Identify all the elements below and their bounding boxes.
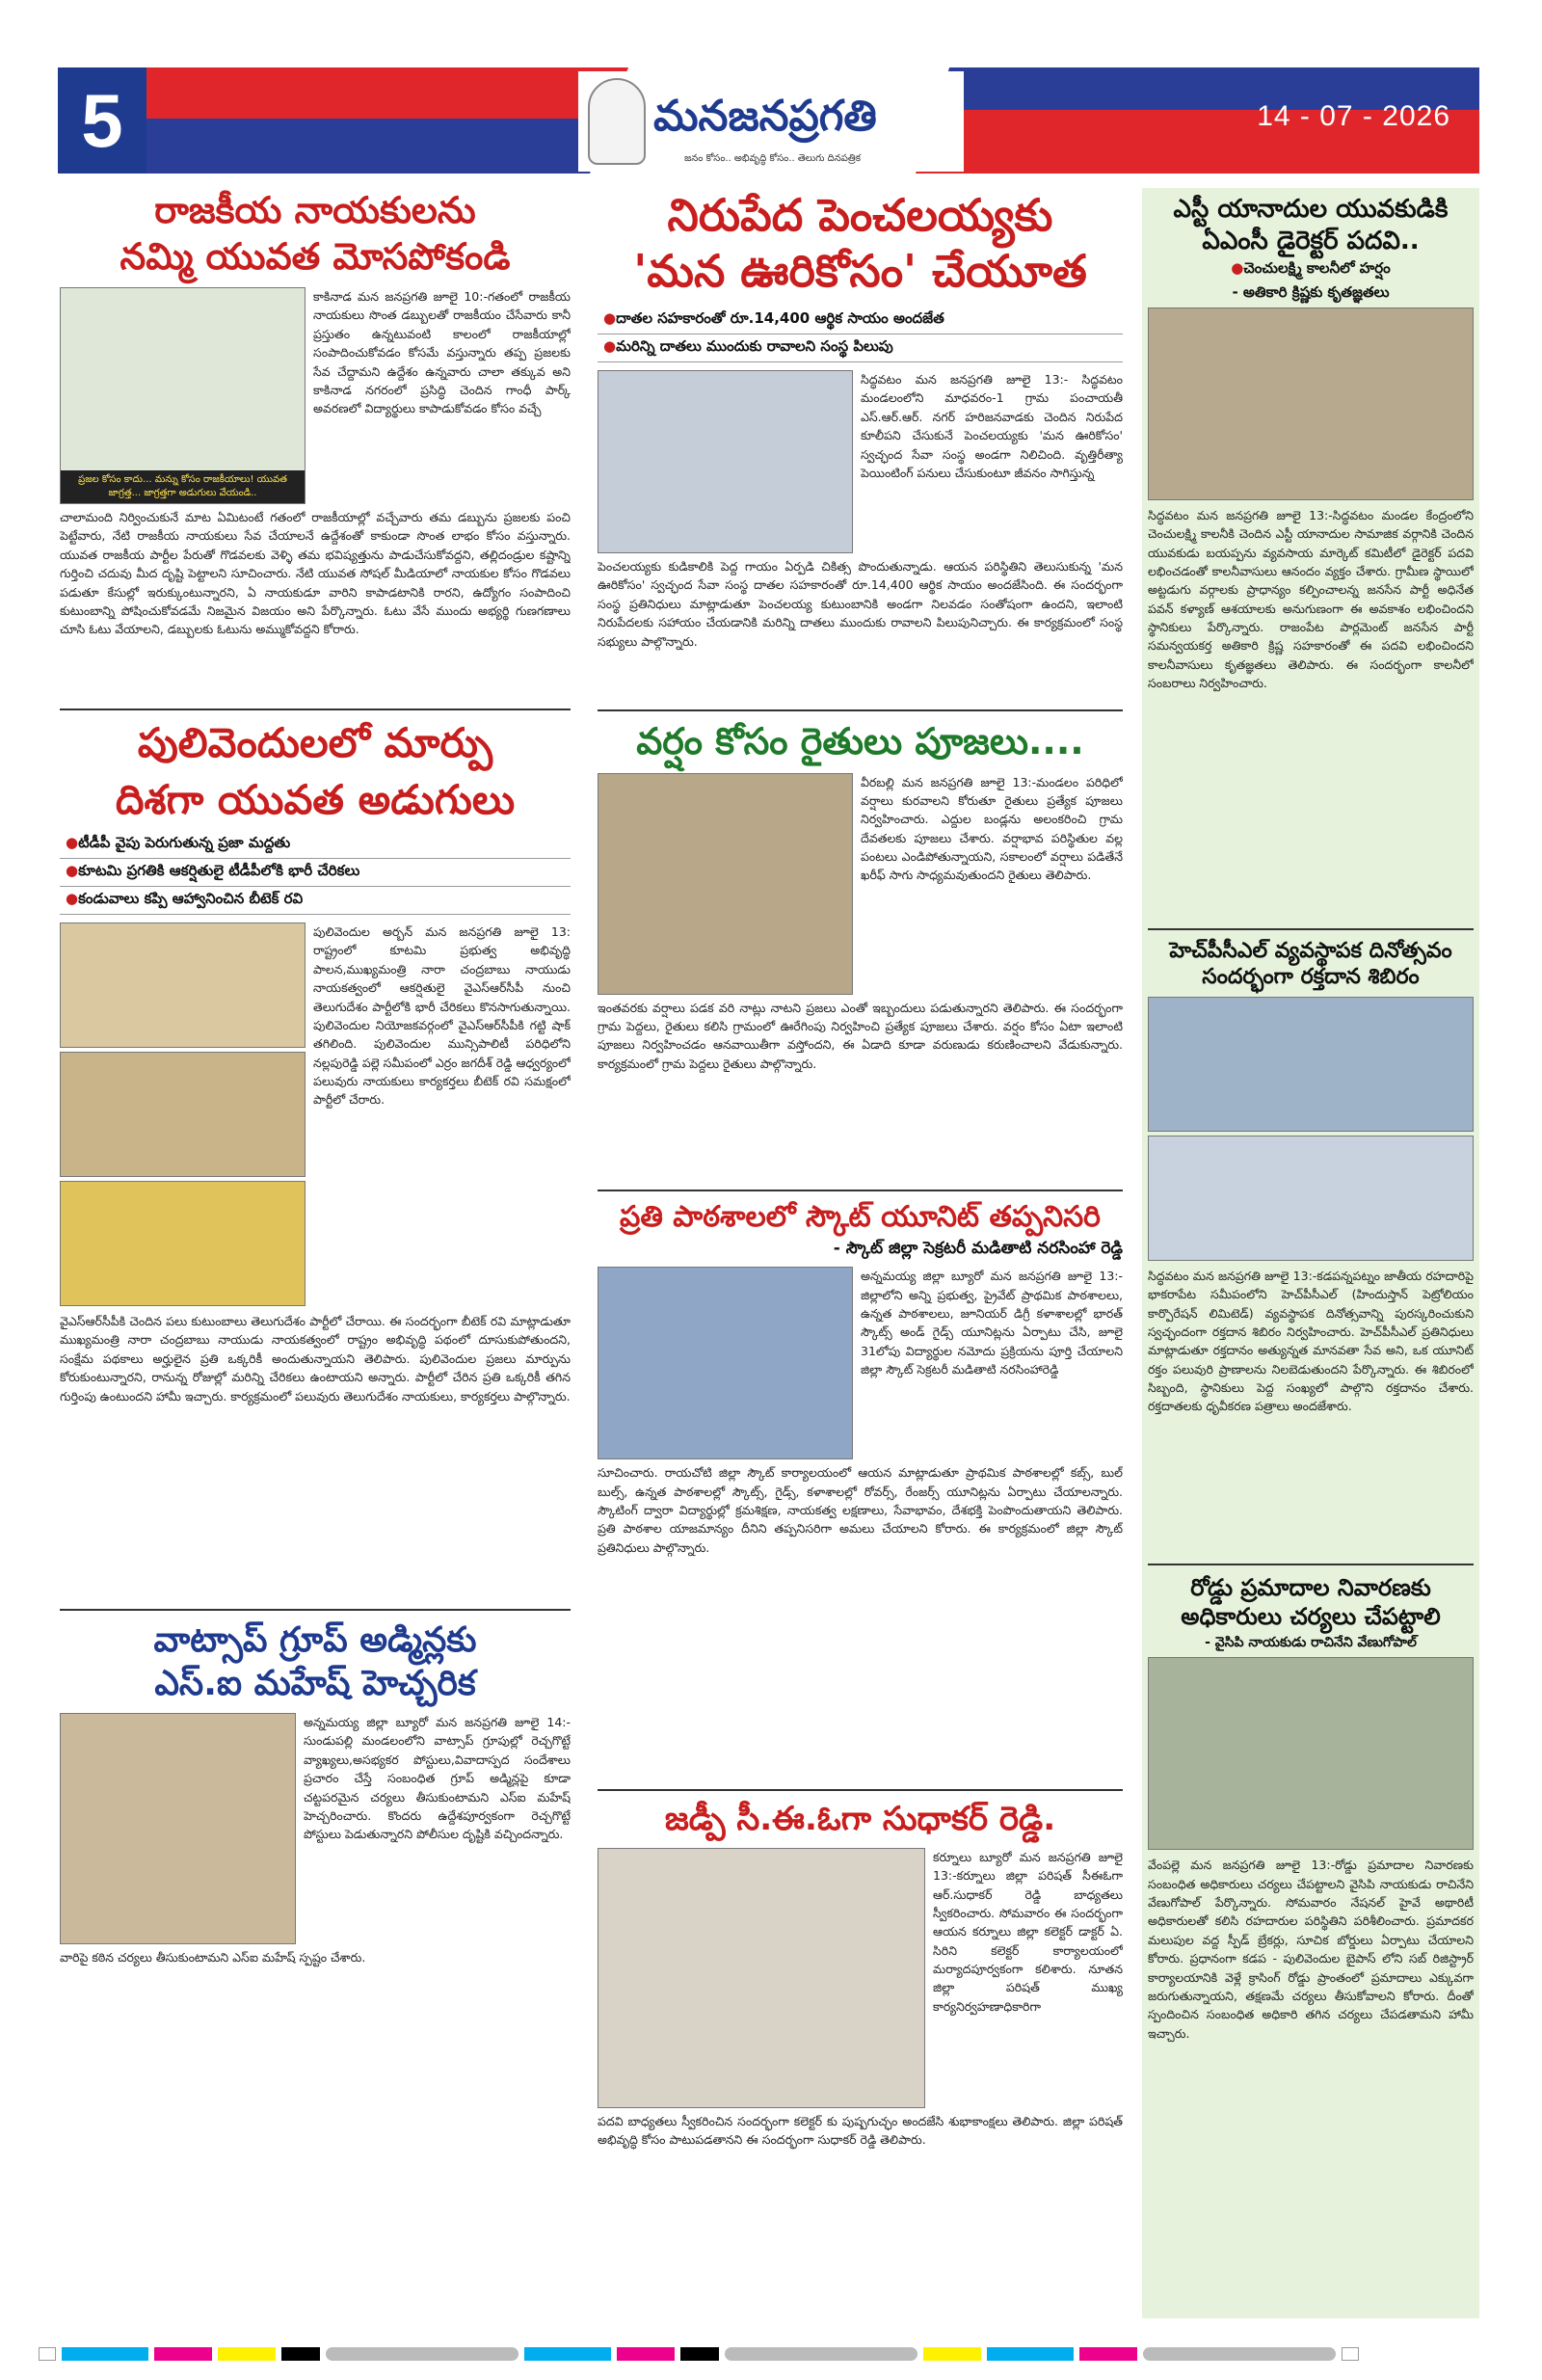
header-stripe-left	[146, 67, 628, 174]
article-body: చాలామంది నిర్వించుకునే మాట ఏమిటంటే గతంలో రాజకీయాల్లో వచ్చేవారు తమ డబ్బును ప్రజలకు పంచి పెట్టేవారు, నేటి రాజకీయ నాయకులు సేవ చేయాలనే ఉద్దేశంతో కాకుండా సొంత లాభం కోసం వస్తున్నారు. యువత రాజకీయ పార్టీల పేరుతో గొడవలకు వెళ్ళి తమ భవిష్యత్తును పాడుచేసుకోవద్దని, తల్లిదండ్రుల కష్టాన్ని గుర్తించి చదువు మీద దృష్టి పెట్టాలని సూచించారు. నేటి యువత సోషల్ మీడియాలో నాయకుల కోసం గొడవలు పడుతూ కేసుల్లో ఇరుక్కుంటున్నారని, ఏ నాయకుడూ వారిని కాపాడటానికి రారని, ఉద్యోగం సంపాదించి కుటుంబాన్ని పోషించుకోవడమే నిజమైన విజయం అని పేర్కొన్నారు. ఓటు వేసే ముందు అభ్యర్థి గుణగణాలు చూసి ఓటు వేయాలని, డబ్బులకు ఓటును అమ్ముకోవద్దని కోరారు.	[60, 510, 571, 637]
article-body: పెంచలయ్యకు కుడికాలికి పెద్ద గాయం ఏర్పడి చికిత్స పొందుతున్నాడు. ఆయన పరిస్థితిని తెలుసుకున్న 'మన ఊరికోసం' స్వచ్ఛంద సేవా సంస్థ దాతల సహకారంతో రూ.14,400 ఆర్థిక సాయం అందజేసింది. ఈ సందర్భంగా సంస్థ ప్రతినిధులు మాట్లాడుతూ పెంచలయ్య కుటుంబానికి అండగా నిలవడం సంతోషంగా ఉందని, ఇలాంటి నిరుపేదలకు సహాయం చేయడానికి మరిన్ని దాతలు ముందుకు రావాలని పిలుపునిచ్చారు. ఈ కార్యక్రమంలో సంస్థ సభ్యులు పాల్గొన్నారు.	[598, 559, 1123, 649]
photo-joining-3	[60, 1181, 306, 1306]
divider	[598, 709, 1123, 711]
article-subtitle: - అతికారి క్రిష్ణకు కృతజ్ఞతలు	[1232, 283, 1390, 301]
color-swatch	[923, 2347, 981, 2361]
article-title: ప్రతి పాఠశాలలో స్కౌట్ యూనిట్ తప్పనిసరి	[620, 1199, 1101, 1234]
bullet-point: ● కండువాలు కప్పి ఆహ్వానించిన బీటెక్ రవి	[60, 887, 571, 915]
photo-joining-2	[60, 1052, 306, 1177]
article-road-safety	[1148, 1573, 1474, 2175]
article-title: జడ్పీ సీ.ఈ.ఓగా సుధాకర్ రెడ్డి.	[664, 1800, 1056, 1839]
color-swatch	[326, 2347, 518, 2361]
article-title-line1: నిరుపేద పెంచలయ్యకు	[667, 189, 1053, 241]
article-pulivendula	[60, 718, 571, 1601]
article-body-top: కాకినాడ మన జనప్రగతి జూలై 10:-గతంలో రాజకీయ నాయకులు సొంత డబ్బులతో రాజకీయం చేసేవారు కానీ ప్రస్తుతం ఉన్నటువంటి కాలంలో రాజకీయాల్లో సంపాదించుకోవడం కోసమే వస్తున్నారు తప్ప ప్రజలకు సేవ చేద్దామని ఉద్దేశం ఉన్నవారు చాలా తక్కువ అని కాకినాడ నగరంలో ప్రసిద్ధి చెందిన గాంధీ పార్క్ అవరణలో విద్యార్థులు కాపాడుకోవడం కోసం వచ్చే	[313, 289, 571, 416]
article-title-line2: ఎస్.ఐ మహేష్ హెచ్చరిక	[154, 1664, 476, 1703]
article-title: వర్షం కోసం రైతులు పూజలు....	[636, 720, 1084, 762]
crosshair-icon	[39, 2347, 56, 2361]
masthead-logo	[578, 71, 964, 172]
issue-date: 14 - 07 - 2026	[1257, 100, 1450, 132]
article-subtitle: - స్కౌట్ జిల్లా సెక్రటరీ మడితాటి నరసింహా రెడ్డి	[833, 1239, 1123, 1258]
article-body: వేంపల్లె మన జనప్రగతి జూలై 13:-రోడ్డు ప్రమాదాల నివారణకు సంబంధిత అధికారులు చర్యలు చేపట్టాలని వైసిపి నాయకుడు రాచినేని వేణుగోపాల్ పేర్కొన్నారు. సోమవారం నేషనల్ హైవే అథారిటీ అధికారులతో కలిసి రహదారుల పరిస్థితిని పరిశీలించారు. ప్రమాదకర మలుపుల వద్ద స్పీడ్ బ్రేకర్లు, సూచిక బోర్డులు ఏర్పాటు చేయాలని కోరారు. ప్రధానంగా కడప - పులివెందుల బైపాస్ లోని సబ్ రిజిస్ట్రార్ కార్యాలయానికి వెళ్లే క్రాసింగ్ రోడ్డు ప్రాంతంలో ప్రమాదాలు ఎక్కువగా జరుగుతున్నాయని, తక్షణమే చర్యలు తీసుకోవాలని కోరారు. దీంతో స్పందించిన సంబంధిత అధికారి తగిన చర్యలు చేపడతామని హామీ ఇచ్చారు.	[1148, 1858, 1474, 2041]
photo-joining-1	[60, 923, 306, 1048]
color-swatch	[1143, 2347, 1336, 2361]
color-swatch	[524, 2347, 611, 2361]
column-left	[60, 188, 571, 1966]
color-swatch	[154, 2347, 212, 2361]
photo-scout-meeting	[598, 1267, 853, 1459]
photo-blood-camp-1	[1148, 997, 1474, 1132]
article-title: రోడ్డు ప్రమాదాల నివారణకు అధికారులు చర్యలు చేపట్టాలి	[1181, 1573, 1441, 1630]
color-swatch	[617, 2347, 675, 2361]
bullet-point: ● దాతల సహకారంతో రూ.14,400 ఆర్థిక సాయం అందజేత	[598, 307, 1123, 334]
article-title: ఎస్టీ యానాదుల యువకుడికి ఏఎంసీ డైరెక్టర్ పదవి..	[1173, 195, 1449, 255]
article-body-top: వీరబల్లి మన జనప్రగతి జూలై 13:-మండలం పరిధిలో వర్షాలు కురవాలని కోరుతూ రైతులు ప్రత్యేక పూజలు నిర్వహించారు. ఎద్దుల బండ్లను అలంకరించి గ్రామ దేవతలకు పూజలు చేశారు. వర్షాభావ పరిస్థితుల వల్ల పంటలు ఎండిపోతున్నాయని, సకాలంలో వర్షాలు పడితేనే ఖరీఫ్ సాగు సాధ్యమవుతుందని రైతులు తెలిపారు.	[861, 774, 1123, 883]
article-title-line1: రాజకీయ నాయకులను	[154, 189, 476, 231]
divider	[598, 1190, 1123, 1191]
photo-colony-celebration	[1148, 308, 1474, 500]
color-swatch	[680, 2347, 719, 2361]
color-swatch	[281, 2347, 320, 2361]
page-number: 5	[58, 67, 146, 174]
article-title-line2: 'మన ఊరికోసం' చేయూత	[633, 244, 1087, 297]
article-body: వైఎస్ఆర్‌సీపీకి చెందిన పలు కుటుంబాలు తెలుగుదేశం పార్టీలో చేరాయి. ఈ సందర్భంగా బీటెక్ రవి మాట్లాడుతూ ముఖ్యమంత్రి నారా చంద్రబాబు నాయుడు నాయకత్వంలో రాష్ట్రం అభివృద్ధి పథంలో దూసుకుపోతుందని, సంక్షేమ పథకాలు అర్హులైన ప్రతి ఒక్కరికీ అందుతున్నాయని తెలిపారు. పులివెందుల ప్రజలు మార్పును కోరుకుంటున్నారని, రానున్న రోజుల్లో మరిన్ని చేరికలు ఉంటాయని అన్నారు. పార్టీలో చేరిన ప్రతి ఒక్కరికీ తగిన గుర్తింపు ఉంటుందని హామీ ఇచ్చారు. కార్యక్రమంలో పలువురు తెలుగుదేశం నాయకులు, కార్యకర్తలు పాల్గొన్నారు.	[60, 1314, 571, 1404]
bullet-point: ● మరిన్ని దాతలు ముందుకు రావాలని సంస్థ పిలుపు	[598, 334, 1123, 362]
article-rain-pooja	[598, 719, 1123, 1182]
photo-donation	[598, 370, 853, 553]
article-amc-director	[1148, 194, 1474, 921]
article-title-line1: పులివెందులలో మార్పు	[137, 719, 493, 766]
cartoon-image	[60, 287, 306, 504]
article-title-line2: దిశగా యువత అడుగులు	[115, 775, 516, 823]
article-subtitle: - వైసిపి నాయకుడు రాచినేని వేణుగోపాల్	[1205, 1634, 1417, 1650]
color-swatch	[987, 2347, 1074, 2361]
photo-si-mahesh	[60, 1713, 296, 1944]
article-title: హెచ్‌పీసీఎల్ వ్యవస్థాపక దినోత్సవం సందర్భంగా రక్తదాన శిబిరం	[1169, 938, 1452, 990]
gandhi-portrait-icon	[588, 78, 646, 165]
article-body: వారిపై కఠిన చర్యలు తీసుకుంటామని ఎస్ఐ మహేష్ స్పష్టం చేశారు.	[60, 1950, 366, 1965]
photo-blood-camp-2	[1148, 1136, 1474, 1261]
article-body: సూచించారు. రాయచోటి జిల్లా స్కౌట్ కార్యాలయంలో ఆయన మాట్లాడుతూ ప్రాథమిక పాఠశాలల్లో కబ్స్, బుల్ బుల్స్, ఉన్నత పాఠశాలల్లో స్కౌట్స్, గైడ్స్, కళాశాలల్లో రోవర్స్, రేంజర్స్ యూనిట్లను ఏర్పాటు చేయాలన్నారు. స్కౌటింగ్ ద్వారా విద్యార్థుల్లో క్రమశిక్షణ, నాయకత్వ లక్షణాలు, సేవాభావం, దేశభక్తి పెంపొందుతాయని తెలిపారు. ప్రతి పాఠశాల యాజమాన్యం దీనిని తప్పనిసరిగా అమలు చేయాలని కోరారు. ఈ కార్యక్రమంలో జిల్లా స్కౌట్ ప్రతినిధులు పాల్గొన్నారు.	[598, 1465, 1123, 1555]
article-whatsapp	[60, 1618, 571, 1966]
article-body-top: పులివెందుల అర్బన్ మన జనప్రగతి జూలై 13: రాష్ట్రంలో కూటమి ప్రభుత్వ అభివృద్ధి పాలన,ముఖ్యమంత్రి నారా చంద్రబాబు నాయుడు నాయకత్వంలో ఆకర్షితులై వైఎస్ఆర్‌సీపీ నుంచి తెలుగుదేశం పార్టీలోకి భారీ చేరికలు కొనసాగుతున్నాయి. పులివెందుల నియోజకవర్గంలో వైఎస్ఆర్‌సీపీకి గట్టి షాక్ తగిలింది. పులివెందుల మున్సిపాలిటీ పరిధిలోని నల్లపురెడ్డి పల్లె సమీపంలో ఎర్రం జగదీశ్ రెడ్డి ఆధ్వర్యంలో పలువురు నాయకులు కార్యకర్తలు బీటెక్ రవి సమక్షంలో పార్టీలో చేరారు.	[313, 924, 571, 1108]
article-body-top: అన్నమయ్య జిల్లా బ్యూరో మన జనప్రగతి జూలై 13:-జిల్లాలోని అన్ని ప్రభుత్వ, ప్రైవేట్ ప్రాథమిక పాఠశాలలు, ఉన్నత పాఠశాలలు, జూనియర్ డిగ్రీ కళాశాలల్లో భారత్ స్కౌట్స్ అండ్ గైడ్స్ యూనిట్లను ఏర్పాటు చేసి, జూలై 31లోపు విద్యార్థుల నమోదు ప్రక్రియను పూర్తి చేయాలని జిల్లా స్కౌట్ సెక్రటరీ మడితాటి నరసింహారెడ్డి	[861, 1269, 1123, 1377]
print-color-bar	[39, 2344, 1503, 2364]
article-title-line2: నమ్మి యువత మోసపోకండి	[120, 234, 511, 278]
divider	[1148, 928, 1474, 930]
article-body: పదవి బాధ్యతలు స్వీకరించిన సందర్భంగా కలెక్టర్ కు పుష్పగుచ్ఛం అందజేసి శుభాకాంక్షలు తెలిపారు. జిల్లా పరిషత్ అభివృద్ధి కోసం పాటుపడతానని ఈ సందర్భంగా సుధాకర్ రెడ్డి తెలిపారు.	[598, 2113, 1123, 2148]
article-body-top: కర్నూలు బ్యూరో మన జనప్రగతి జూలై 13:-కర్నూలు జిల్లా పరిషత్ సీఈఓగా ఆర్.సుధాకర్ రెడ్డి బాధ్యతలు స్వీకరించారు. సోమవారం ఈ సందర్భంగా ఆయన కర్నూలు జిల్లా కలెక్టర్ డాక్టర్ ఏ. సిరిని కలెక్టర్ కార్యాలయంలో మర్యాదపూర్వకంగా కలిశారు. నూతన జిల్లా పరిషత్ ముఖ్య కార్యనిర్వహణాధికారిగా	[933, 1849, 1123, 2014]
article-zp-ceo	[598, 1799, 1123, 2149]
article-body: ఇంతవరకు వర్షాలు పడక వరి నాట్లు నాటని ప్రజలు ఎంతో ఇబ్బందులు పడుతున్నారని తెలిపారు. ఈ సందర్భంగా గ్రామ పెద్దలు, రైతులు కలిసి గ్రామంలో ఊరేగింపు నిర్వహించి ప్రత్యేక పూజలు చేశారు. వర్షం కోసం ఏటా ఇలాంటి పూజలు నిర్వహించడం ఆనవాయితీగా వస్తోందని, ఈ ఏడాది కూడా వరుణుడు కరుణించాలని వేడుకున్నారు. కార్యక్రమంలో గ్రామ పెద్దలు రైతులు పాల్గొన్నారు.	[598, 1000, 1123, 1071]
article-penchalaiah	[598, 188, 1123, 702]
divider	[598, 1789, 1123, 1791]
divider	[60, 1609, 571, 1611]
article-body-top: అన్నమయ్య జిల్లా బ్యూరో మన జనప్రగతి జూలై 14:- సుండుపల్లి మండలంలోని వాట్సాప్ గ్రూపుల్లో రెచ్చగొట్టే వ్యాఖ్యలు,అసభ్యకర పోస్టులు,వివాదాస్పద సందేశాలు ప్రచారం చేస్తే సంబంధిత గ్రూప్ అడ్మిన్లపై కూడా చట్టపరమైన చర్యలు తీసుకుంటామని ఎస్ఐ మహేష్ హెచ్చరించారు. కొందరు ఉద్దేశపూర్వకంగా రెచ్చగొట్టే పోస్టులు పెడుతున్నారని పోలీసుల దృష్టికి వచ్చిందన్నారు.	[304, 1715, 571, 1842]
cartoon-caption: ప్రజల కోసం కాదు... మన్ను కోసం రాజకీయాలు! యువత జాగ్రత్త... జాగ్రత్తగా అడుగులు వేయండి..	[61, 470, 305, 503]
page-header	[58, 67, 1479, 174]
divider	[1148, 1564, 1474, 1565]
article-body: సిద్ధవటం మన జనప్రగతి జూలై 13:-కడపన్నపట్నం జాతీయ రహదారిపై భాకరాపేట సమీపంలోని హెచ్‌పీసీఎల్ (హిందుస్తాన్ పెట్రోలియం కార్పొరేషన్ లిమిటెడ్) వ్యవస్థాపక దినోత్సవాన్ని పురస్కరించుకుని స్వచ్ఛందంగా రక్తదాన శిబిరం నిర్వహించారు. హెచ్‌పీసీఎల్ ప్రతినిధులు మాట్లాడుతూ రక్తదానం అత్యున్నత మానవతా సేవ అని, ఒక యూనిట్ రక్తం పలువురి ప్రాణాలను నిలబెడుతుందని పేర్కొన్నారు. ఈ శిబిరంలో సిబ్బంది, స్థానికులు పెద్ద సంఖ్యలో పాల్గొని రక్తదానం చేశారు. రక్తదాతలకు ధృవీకరణ పత్రాలు అందజేశారు.	[1148, 1268, 1474, 1414]
masthead-title: మనజనప్రగతి	[653, 92, 877, 141]
color-swatch	[1079, 2347, 1137, 2361]
article-politics	[60, 188, 571, 701]
photo-road-inspection	[1148, 1657, 1474, 1850]
masthead-tagline: జనం కోసం.. అభివృద్ధి కోసం.. తెలుగు దినపత్రిక	[684, 153, 861, 164]
photo-bullock-carts	[598, 773, 853, 995]
article-scout	[598, 1199, 1123, 1782]
photo-ceo-collector	[598, 1848, 925, 2108]
bullet-point: ● చెంచులక్ష్మి కాలనీలో హర్షం	[1148, 256, 1474, 283]
color-swatch	[725, 2347, 917, 2361]
bullet-point: ● టీడీపీ వైపు పెరుగుతున్న ప్రజా మద్దతు	[60, 831, 571, 859]
column-center	[598, 188, 1123, 2150]
article-body: సిద్ధవటం మన జనప్రగతి జూలై 13:-సిద్ధవటం మండల కేంద్రంలోని చెంచులక్ష్మి కాలనీకి చెందిన ఎస్టీ యానాదుల సామాజిక వర్గానికి చెందిన యువకుడు బయప్పను వ్యవసాయ మార్కెట్ కమిటీలో డైరెక్టర్ పదవి లభించడంతో కాలనీవాసులు ఆనందం వ్యక్తం చేశారు. గ్రామీణ స్థాయిలో అట్టడుగు వర్గాలకు ప్రాధాన్యం కల్పించాలన్న జనసేన పార్టీ అధినేత పవన్ కళ్యాణ్ ఆశయాలకు అనుగుణంగా ఈ అవకాశం లభించిందని స్థానికులు పేర్కొన్నారు. రాజంపేట పార్లమెంట్ జనసేన పార్టీ సమన్వయకర్త అతికారి క్రిష్ణ సహకారంతో ఈ పదవి లభించిందని కాలనీవాసులు కృతజ్ఞతలు తెలిపారు. ఈ సందర్భంగా కాలనీలో సంబరాలు నిర్వహించారు.	[1148, 507, 1474, 691]
crosshair-icon	[1342, 2347, 1359, 2361]
article-title-line1: వాట్సాప్ గ్రూప్ అడ్మిన్లకు	[153, 1620, 477, 1660]
column-right	[1142, 188, 1479, 2318]
color-swatch	[218, 2347, 276, 2361]
article-body-top: సిద్ధవటం మన జనప్రగతి జూలై 13:- సిద్ధవటం మండలంలోని మాధవరం-1 గ్రామ పంచాయతీ ఎస్.ఆర్.ఆర్. నగర్ హరిజనవాడకు చెందిన నిరుపేద కూలీపని చేసుకునే పెంచలయ్యకు 'మన ఊరికోసం' స్వచ్ఛంద సేవా సంస్థ అండగా నిలిచింది. వృత్తిరీత్యా పెయింటింగ్ పనులు చేసుకుంటూ జీవనం సాగిస్తున్న	[861, 372, 1123, 480]
divider	[60, 709, 571, 710]
bullet-point: ● కూటమి ప్రగతికి ఆకర్షితులై టీడీపీలోకి భారీ చేరికలు	[60, 859, 571, 887]
color-swatch	[62, 2347, 148, 2361]
article-blood-donation	[1148, 938, 1474, 1556]
